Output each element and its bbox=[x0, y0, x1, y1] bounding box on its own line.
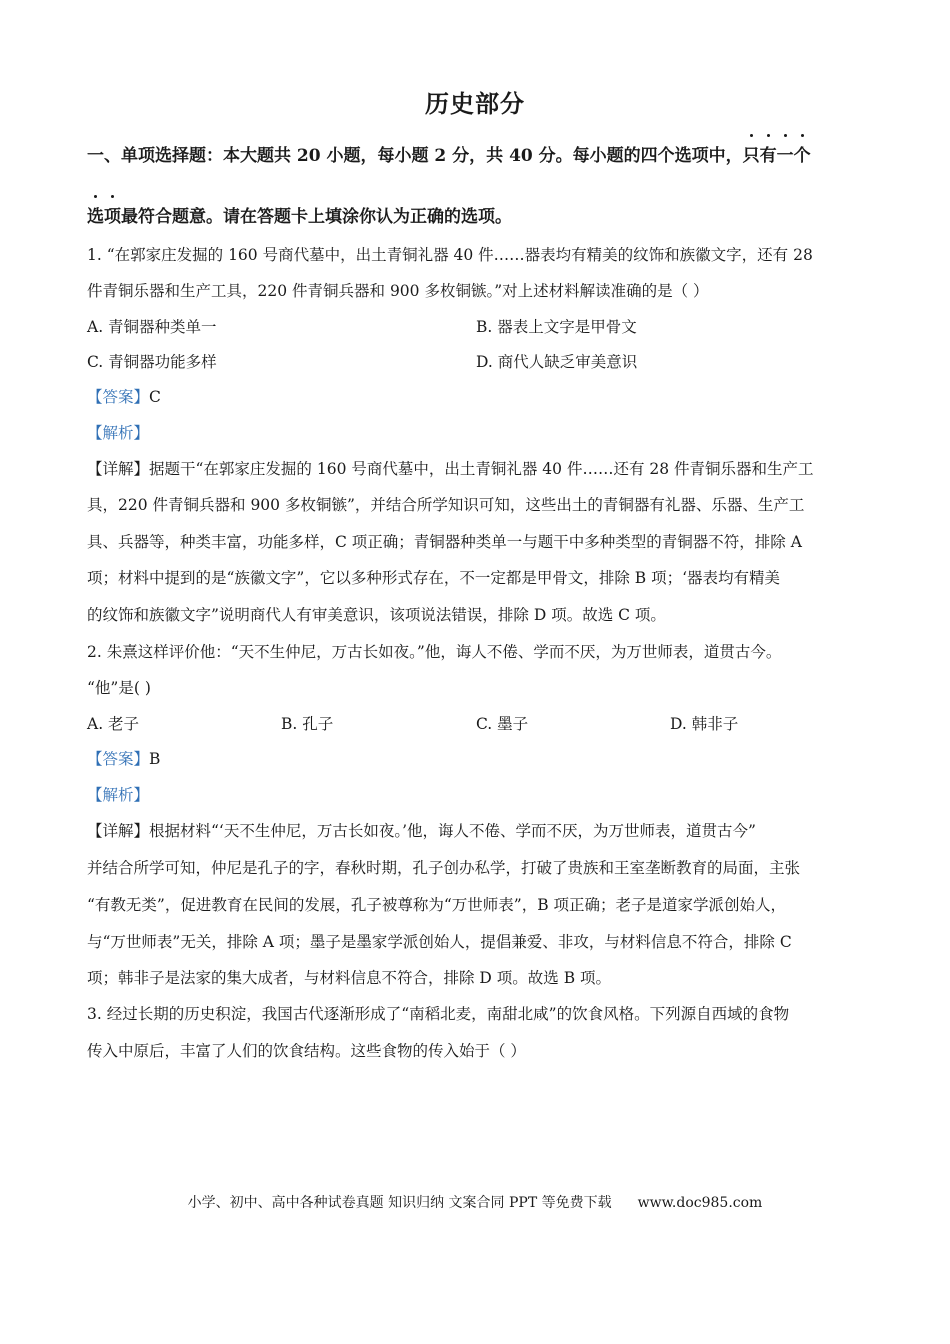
q1-answer bbox=[87, 387, 867, 407]
q3-stem-line: 传入中原后，丰富了人们的饮食结构。这些食物的传入始于（ ） bbox=[87, 1042, 526, 1060]
emphasis-char: 项 bbox=[104, 207, 121, 227]
answer-value: C bbox=[149, 388, 161, 406]
q2-detail-line: “有教无类”，促进教育在民间的发展，孔子被尊称为“万世师表”，B 项正确；老子是道家学派创始人， bbox=[87, 896, 787, 914]
q2-detail-line: 并结合所学可知，仲尼是孔子的字，春秋时期，孔子创办私学，打破了贵族和王室垄断教育的局面，主张 bbox=[87, 859, 801, 877]
section-heading-text: 最符合题意。请在答题卡上填涂你认为正确的选项。 bbox=[121, 207, 512, 227]
q2-answer bbox=[87, 749, 867, 769]
q2-option-a: A. 老子 bbox=[87, 715, 140, 733]
page-title: 历史部分 bbox=[425, 89, 525, 118]
answer-value: B bbox=[149, 750, 161, 768]
q2-option-b: B. 孔子 bbox=[281, 715, 334, 733]
q2-analysis-label: 【解析】 bbox=[87, 786, 150, 804]
q2-stem-line: “他”是( ) bbox=[87, 679, 151, 697]
q1-detail-line: 项；材料中提到的是“族徽文字”，它以多种形式存在，不一定都是甲骨文，排除 B 项；‘器表均有精美 bbox=[87, 569, 781, 587]
answer-label: 【答案】 bbox=[87, 388, 150, 406]
q1-detail-line: 的纹饰和族徽文字”说明商代人有审美意识，该项说法错误，排除 D 项。故选 C 项。 bbox=[87, 606, 666, 624]
emphasis-char: 有 bbox=[760, 146, 777, 166]
q2-detail-line: 项；韩非子是法家的集大成者，与材料信息不符合，排除 D 项。故选 B 项。 bbox=[87, 969, 612, 987]
q1-option-b: B. 器表上文字是甲骨文 bbox=[476, 318, 637, 336]
q1-detail-line: 【详解】据题干“在郭家庄发掘的 160 号商代墓中，出土青铜礼器 40 件……还有 28 件青铜乐器和生产工 bbox=[87, 460, 814, 478]
footer-url[interactable]: www.doc985.com bbox=[637, 1195, 763, 1211]
q1-stem-line: 件青铜乐器和生产工具，220 件青铜兵器和 900 多枚铜镞。”对上述材料解读准确的是（ ） bbox=[87, 282, 709, 300]
section-heading-text: 一、单项选择题：本大题共 20 小题，每小题 2 分，共 40 分。每小题的四个选项中， bbox=[87, 146, 743, 166]
q1-option-d: D. 商代人缺乏审美意识 bbox=[476, 353, 638, 371]
section-heading-line-1 bbox=[87, 146, 867, 166]
q1-analysis-label: 【解析】 bbox=[87, 424, 150, 442]
emphasis-char: 选 bbox=[87, 207, 104, 227]
emphasis-char: 一 bbox=[777, 146, 794, 166]
answer-label: 【答案】 bbox=[87, 750, 150, 768]
q1-stem-line: 1. “在郭家庄发掘的 160 号商代墓中，出土青铜礼器 40 件……器表均有精美的纹饰和族徽文字，还有 28 bbox=[87, 246, 813, 264]
q2-detail-line: 【详解】根据材料“‘天不生仲尼，万古长如夜。’他，诲人不倦、学而不厌，为万世师表，道贯古今” bbox=[87, 822, 756, 840]
page-footer bbox=[0, 1192, 950, 1212]
q1-detail-line: 具、兵器等，种类丰富，功能多样，C 项正确；青铜器种类单一与题干中多种类型的青铜器不符，排除 A bbox=[87, 533, 802, 551]
q1-option-c: C. 青铜器功能多样 bbox=[87, 353, 217, 371]
section-heading-line-2 bbox=[87, 207, 867, 227]
q2-option-d: D. 韩非子 bbox=[670, 715, 739, 733]
q2-detail-line: 与“万世师表”无关，排除 A 项；墨子是墨家学派创始人，提倡兼爱、非攻，与材料信息不符合，排除 C bbox=[87, 933, 792, 951]
footer-text: 小学、初中、高中各种试卷真题 知识归纳 文案合同 PPT 等免费下载 bbox=[187, 1195, 612, 1211]
q3-stem-line: 3. 经过长期的历史积淀，我国古代逐渐形成了“南稻北麦，南甜北咸”的饮食风格。下列源自西域的食物 bbox=[87, 1005, 790, 1023]
q2-stem-line: 2. 朱熹这样评价他：“天不生仲尼，万古长如夜。”他，诲人不倦、学而不厌，为万世师表，道贯古今。 bbox=[87, 643, 782, 661]
emphasis-char: 只 bbox=[743, 146, 760, 166]
emphasis-char: 个 bbox=[794, 146, 811, 166]
q2-option-c: C. 墨子 bbox=[476, 715, 529, 733]
q1-option-a: A. 青铜器种类单一 bbox=[87, 318, 217, 336]
q1-detail-line: 具，220 件青铜兵器和 900 多枚铜镞”，并结合所学知识可知，这些出土的青铜器有礼器、乐器、生产工 bbox=[87, 496, 805, 514]
